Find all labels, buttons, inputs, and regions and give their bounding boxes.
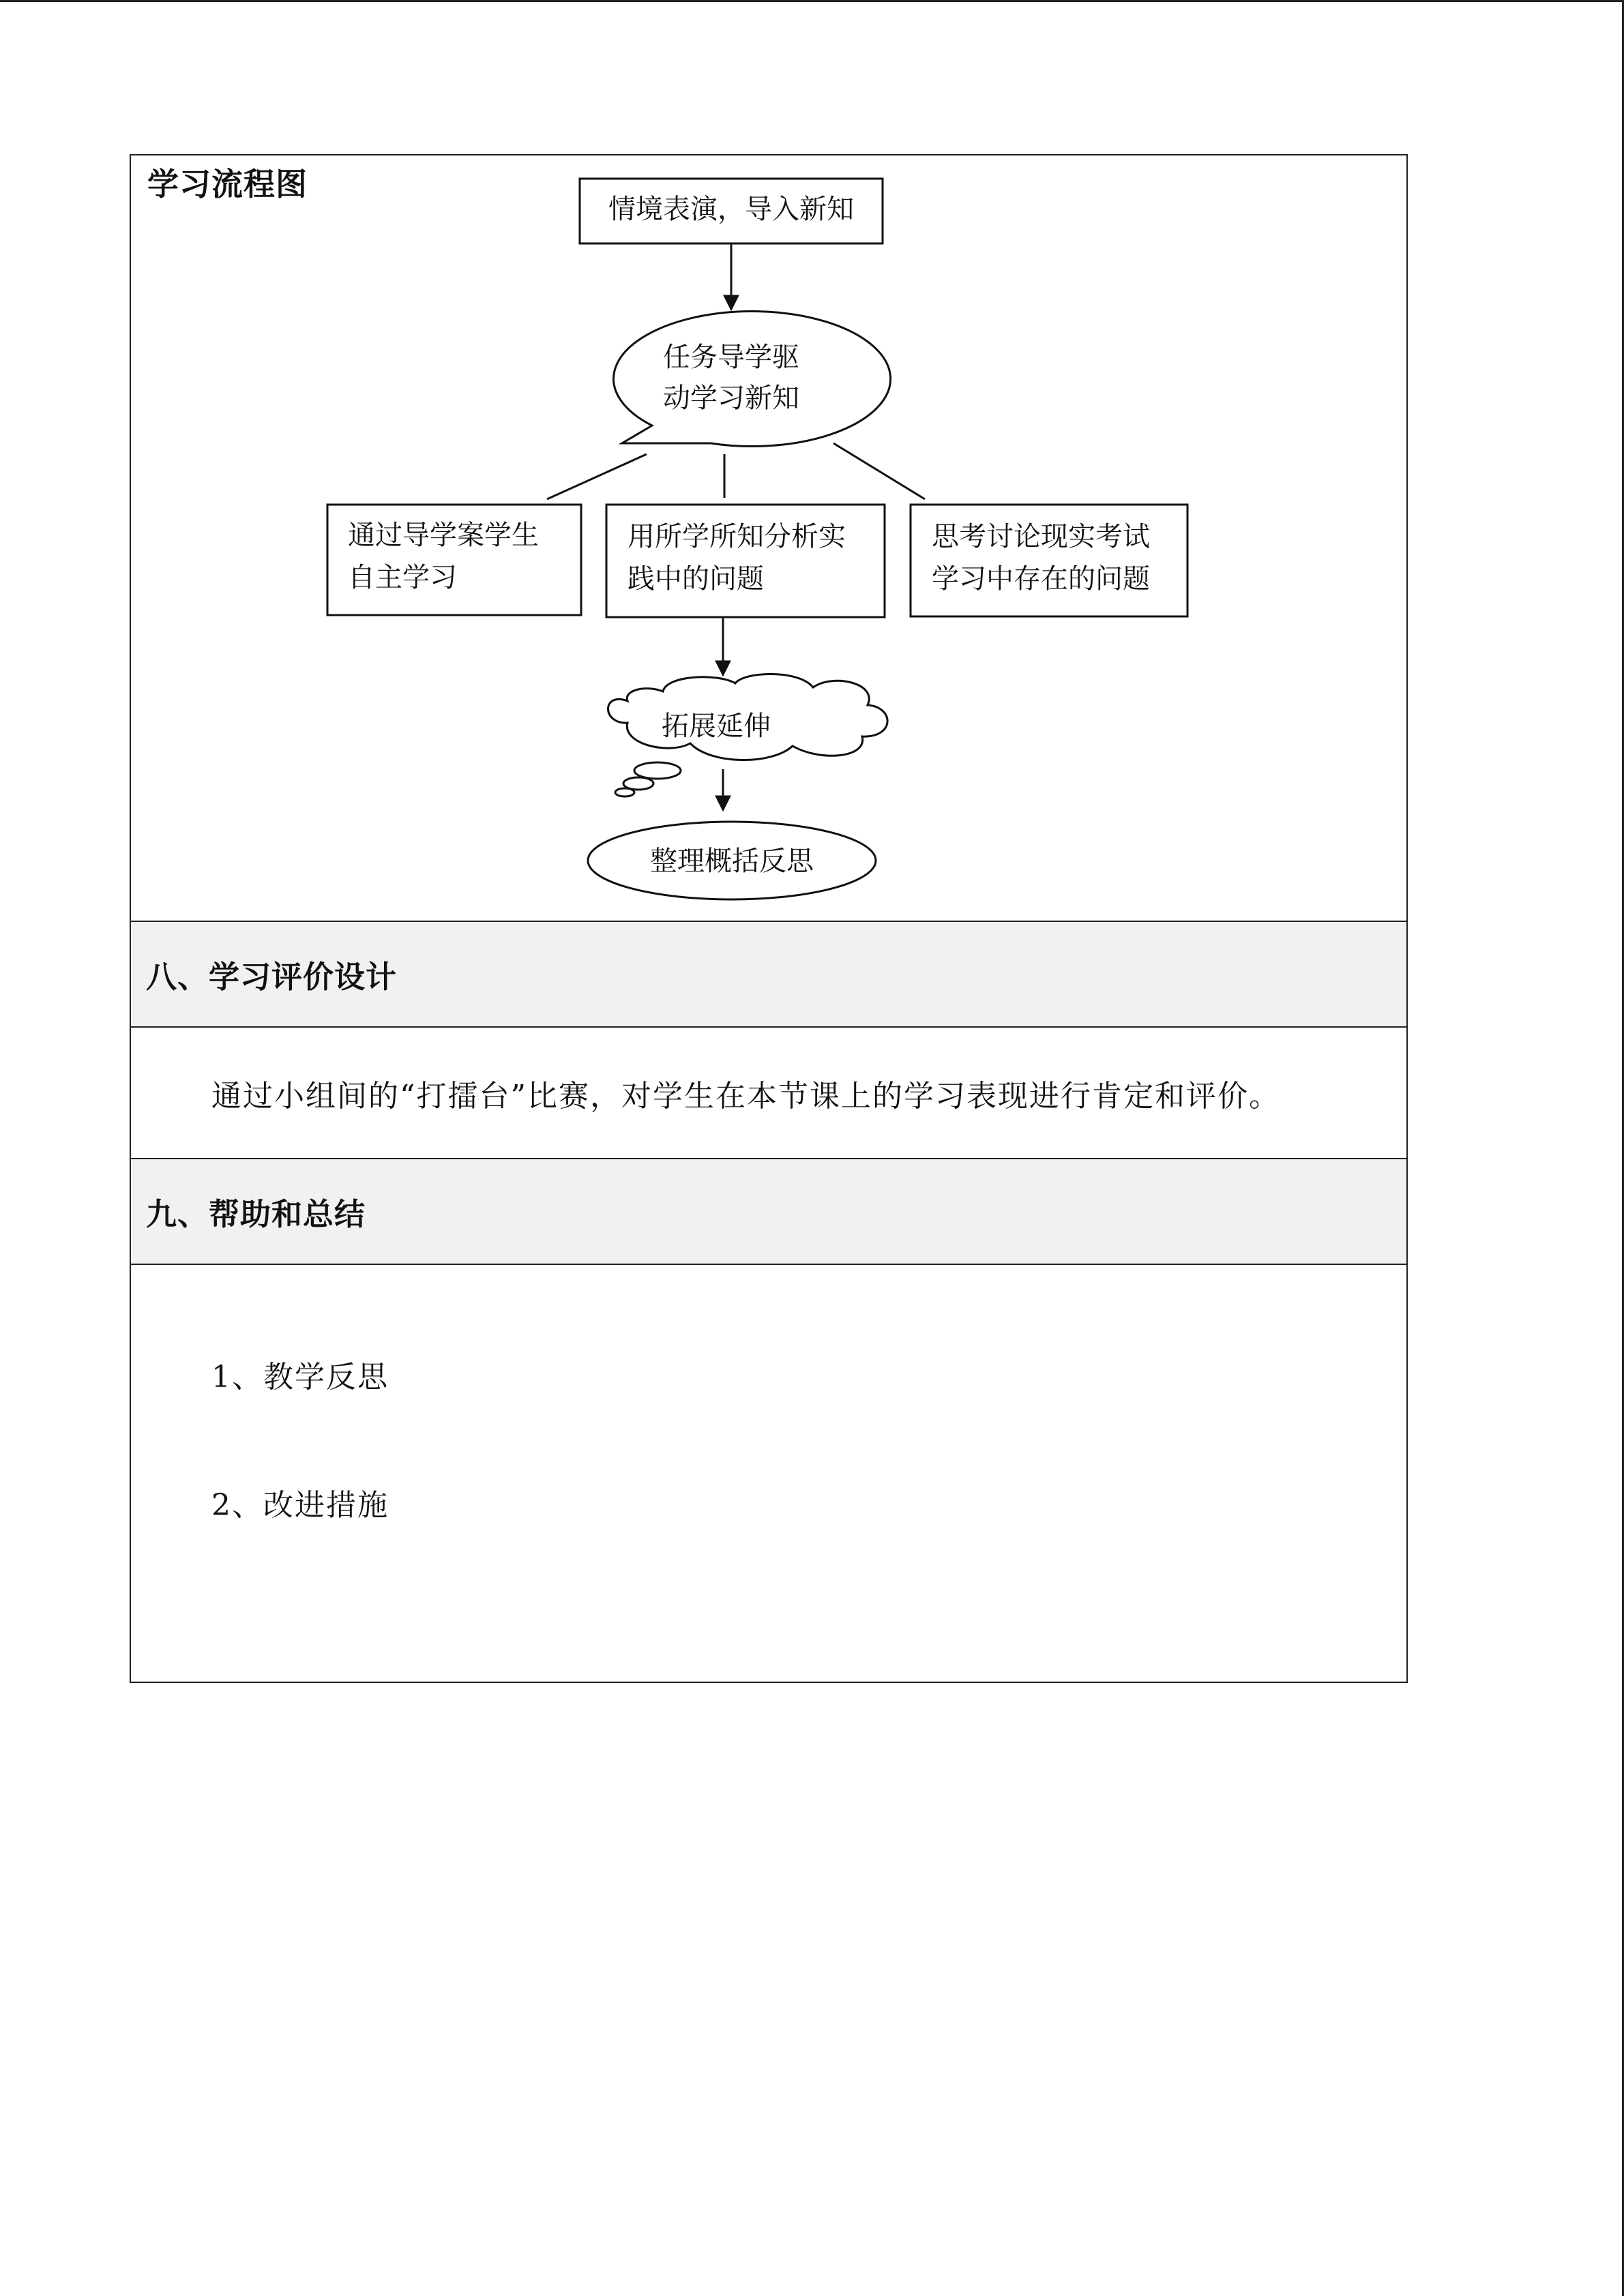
section-summary-header-row (131, 1158, 1406, 1264)
flow-branch-line-left (547, 454, 647, 499)
flow-node-branch-right-line1: 思考讨论现实考试 (932, 521, 1150, 552)
lesson-plan-table (130, 154, 1408, 1683)
speech-bubble-shape (614, 312, 891, 447)
flow-node-branch-mid-line1: 用所学所知分析实 (628, 521, 846, 552)
flow-node-extend-text: 拓展延伸 (662, 711, 771, 742)
flow-node-branch-left-line1: 通过导学案学生 (348, 520, 539, 551)
flow-node-start-text: 情境表演，导入新知 (608, 194, 854, 225)
section-summary-body-row (131, 1264, 1406, 1684)
section-summary-heading: 九、帮助和总结 (146, 1196, 366, 1232)
flow-node-branch-right (911, 505, 1187, 616)
flowchart-row (131, 155, 1406, 921)
summary-item-reflection: 1、教学反思 (211, 1360, 389, 1395)
thought-bubble-large (634, 762, 681, 779)
flow-node-extend (608, 674, 888, 796)
flow-node-reflect (588, 822, 876, 899)
section-eval-heading: 八、学习评价设计 (146, 959, 398, 995)
flow-node-branch-right-line2: 学习中存在的问题 (932, 563, 1150, 595)
flow-node-task-line1: 任务导学驱 (663, 342, 799, 373)
flow-node-branch-left (327, 505, 581, 615)
flow-node-branch-mid-line2: 践中的问题 (628, 563, 764, 595)
flow-node-start (580, 179, 883, 243)
flow-branch-line-right (833, 443, 925, 499)
summary-item-improvement: 2、改进措施 (211, 1488, 389, 1523)
section-eval-body-text: 通过小组间的“打擂台”比赛，对学生在本节课上的学习表现进行肯定和评价。 (211, 1079, 1280, 1114)
section-eval-header-row (131, 921, 1406, 1026)
flowchart-diagram (1, 1, 1624, 956)
flow-node-reflect-text: 整理概括反思 (650, 846, 814, 877)
thought-bubble-small (615, 788, 634, 796)
flow-node-branch-mid (606, 505, 885, 617)
flowchart-label: 学习流程图 (147, 166, 308, 203)
flow-node-branch-left-line2: 自主学习 (348, 562, 457, 593)
section-eval-body-row (131, 1026, 1406, 1158)
flow-node-task-line2: 动学习新知 (663, 383, 799, 414)
flow-node-task (614, 312, 891, 447)
